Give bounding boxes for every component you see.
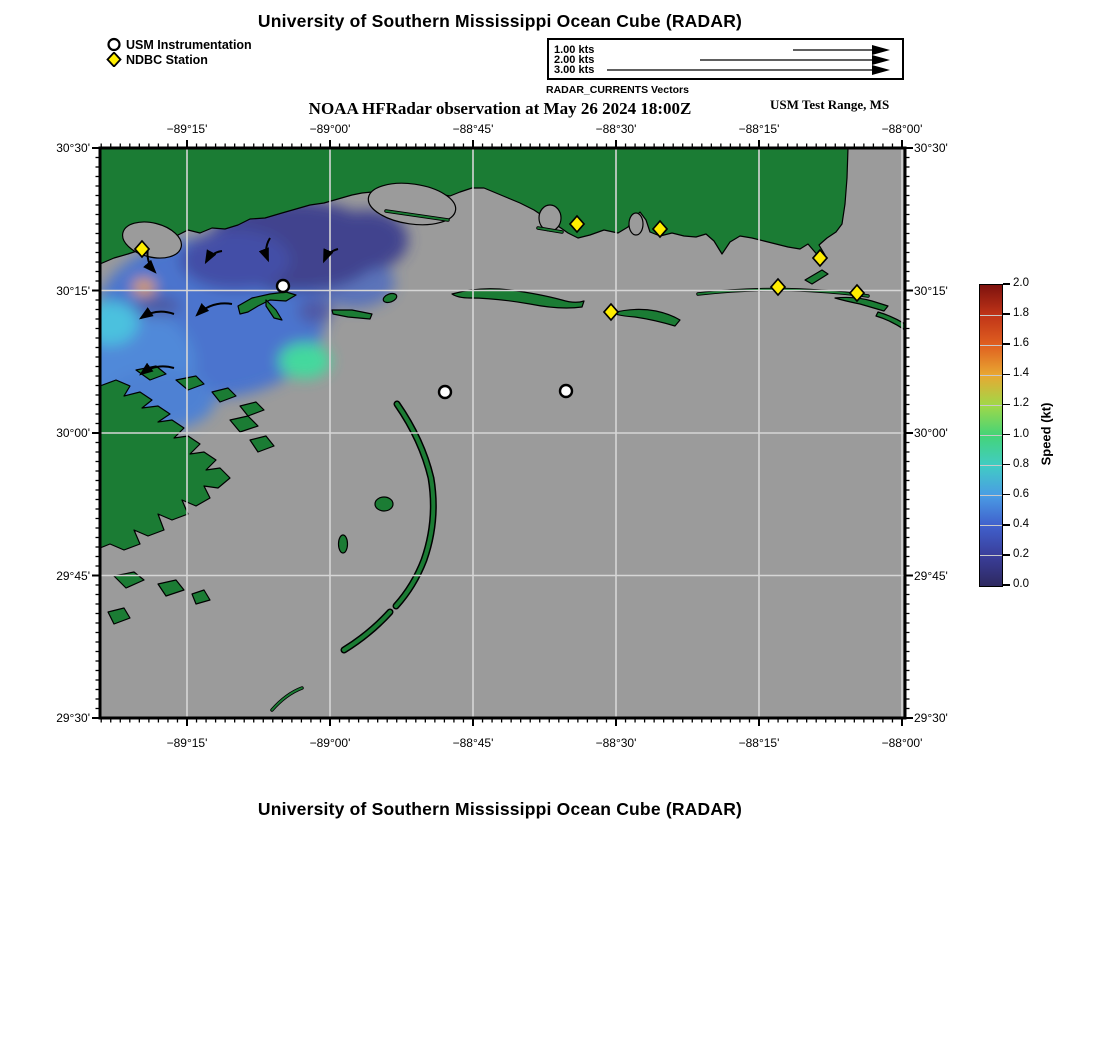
colorbar-tick xyxy=(1003,524,1010,526)
usm-site-marker xyxy=(277,280,289,292)
y-tick-label-right: 30°00' xyxy=(914,426,948,440)
colorbar-level-line xyxy=(980,405,1002,406)
x-tick-label-top: −89°15' xyxy=(166,122,208,136)
figure-title-bottom: University of Southern Mississippi Ocean Cube (RADAR) xyxy=(257,799,743,819)
vector-scale-arrows xyxy=(549,40,902,78)
colorbar-title: Speed (kt) xyxy=(1038,402,1054,466)
x-tick-label-bottom: −88°45' xyxy=(452,736,494,750)
colorbar-tick xyxy=(1003,434,1010,436)
y-tick-label-right: 30°30' xyxy=(914,141,948,155)
x-tick-label-top: −88°00' xyxy=(881,122,923,136)
map-legend xyxy=(106,37,252,67)
colorbar-tick xyxy=(1003,464,1010,466)
legend-label-ndbc: NDBC Station xyxy=(126,52,208,67)
x-tick-label-bottom: −88°30' xyxy=(595,736,637,750)
x-tick-label-bottom: −89°15' xyxy=(166,736,208,750)
y-tick-label-right: 29°45' xyxy=(914,568,948,583)
colorbar-tick xyxy=(1003,283,1010,285)
circle-icon xyxy=(106,37,123,52)
colorbar-tick-label: 1.6 xyxy=(1013,337,1029,350)
x-tick-label-top: −89°00' xyxy=(309,122,351,136)
y-tick-label-right: 29°30' xyxy=(914,711,948,725)
legend-item-ndbc xyxy=(106,52,252,67)
y-tick-label-right: 30°15' xyxy=(914,283,948,298)
colorbar-tick-label: 1.2 xyxy=(1013,397,1029,410)
observation-subtitle: NOAA HFRadar observation at May 26 2024 18:00Z xyxy=(308,99,692,118)
colorbar-tick xyxy=(1003,313,1010,315)
colorbar-tick xyxy=(1003,404,1010,406)
colorbar-tick-label: 0.2 xyxy=(1013,547,1029,560)
y-tick-label-left: 29°30' xyxy=(56,711,90,725)
colorbar-level-line xyxy=(980,435,1002,436)
colorbar-level-line xyxy=(980,345,1002,346)
legend-label-usm: USM Instrumentation xyxy=(126,37,252,52)
colorbar-level-line xyxy=(980,315,1002,316)
x-tick-label-top: −88°45' xyxy=(452,122,494,136)
region-label: USM Test Range, MS xyxy=(770,97,890,112)
x-tick-label-bottom: −88°15' xyxy=(738,736,780,750)
colorbar-tick-label: 1.4 xyxy=(1013,367,1029,380)
y-tick-label-left: 30°00' xyxy=(56,426,90,440)
colorbar-tick xyxy=(1003,374,1010,376)
y-tick-label-left: 29°45' xyxy=(56,568,90,583)
x-tick-label-bottom: −88°00' xyxy=(881,736,923,750)
colorbar-tick-label: 1.8 xyxy=(1013,307,1029,320)
y-tick-label-left: 30°30' xyxy=(56,141,90,155)
colorbar-level-line xyxy=(980,465,1002,466)
vector-scale-label-2: 2.00 kts xyxy=(554,53,595,66)
figure-title: University of Southern Mississippi Ocean Cube (RADAR) xyxy=(257,11,743,31)
usm-site-marker xyxy=(560,385,572,397)
colorbar-tick xyxy=(1003,343,1010,345)
x-tick-label-bottom: −89°00' xyxy=(309,736,351,750)
x-tick-label-top: −88°15' xyxy=(738,122,780,136)
x-tick-label-top: −88°30' xyxy=(595,122,637,136)
colorbar-tick xyxy=(1003,584,1010,586)
vector-scale-box xyxy=(547,38,904,80)
vector-scale-label-3: 3.00 kts xyxy=(554,63,595,76)
map-plot xyxy=(86,134,919,732)
colorbar-level-line xyxy=(980,525,1002,526)
colorbar-tick-label: 0.0 xyxy=(1013,578,1029,590)
colorbar-tick-label: 2.0 xyxy=(1013,277,1029,289)
colorbar xyxy=(979,284,1003,587)
diamond-icon xyxy=(106,52,123,67)
colorbar-tick xyxy=(1003,494,1010,496)
pascagoula-inlet xyxy=(629,213,643,235)
vector-scale-label-1: 1.00 kts xyxy=(554,43,595,56)
colorbar-level-line xyxy=(980,555,1002,556)
colorbar-tick-label: 1.0 xyxy=(1013,427,1029,440)
usm-site-marker xyxy=(439,386,451,398)
y-tick-label-left: 30°15' xyxy=(56,283,90,298)
colorbar-tick-label: 0.4 xyxy=(1013,517,1029,530)
colorbar-tick xyxy=(1003,554,1010,556)
colorbar-tick-label: 0.6 xyxy=(1013,487,1029,500)
vector-scale-caption: RADAR_CURRENTS Vectors xyxy=(546,84,689,96)
colorbar-level-line xyxy=(980,495,1002,496)
legend-item-usm xyxy=(106,37,252,52)
colorbar-tick-label: 0.8 xyxy=(1013,457,1029,470)
colorbar-level-line xyxy=(980,375,1002,376)
